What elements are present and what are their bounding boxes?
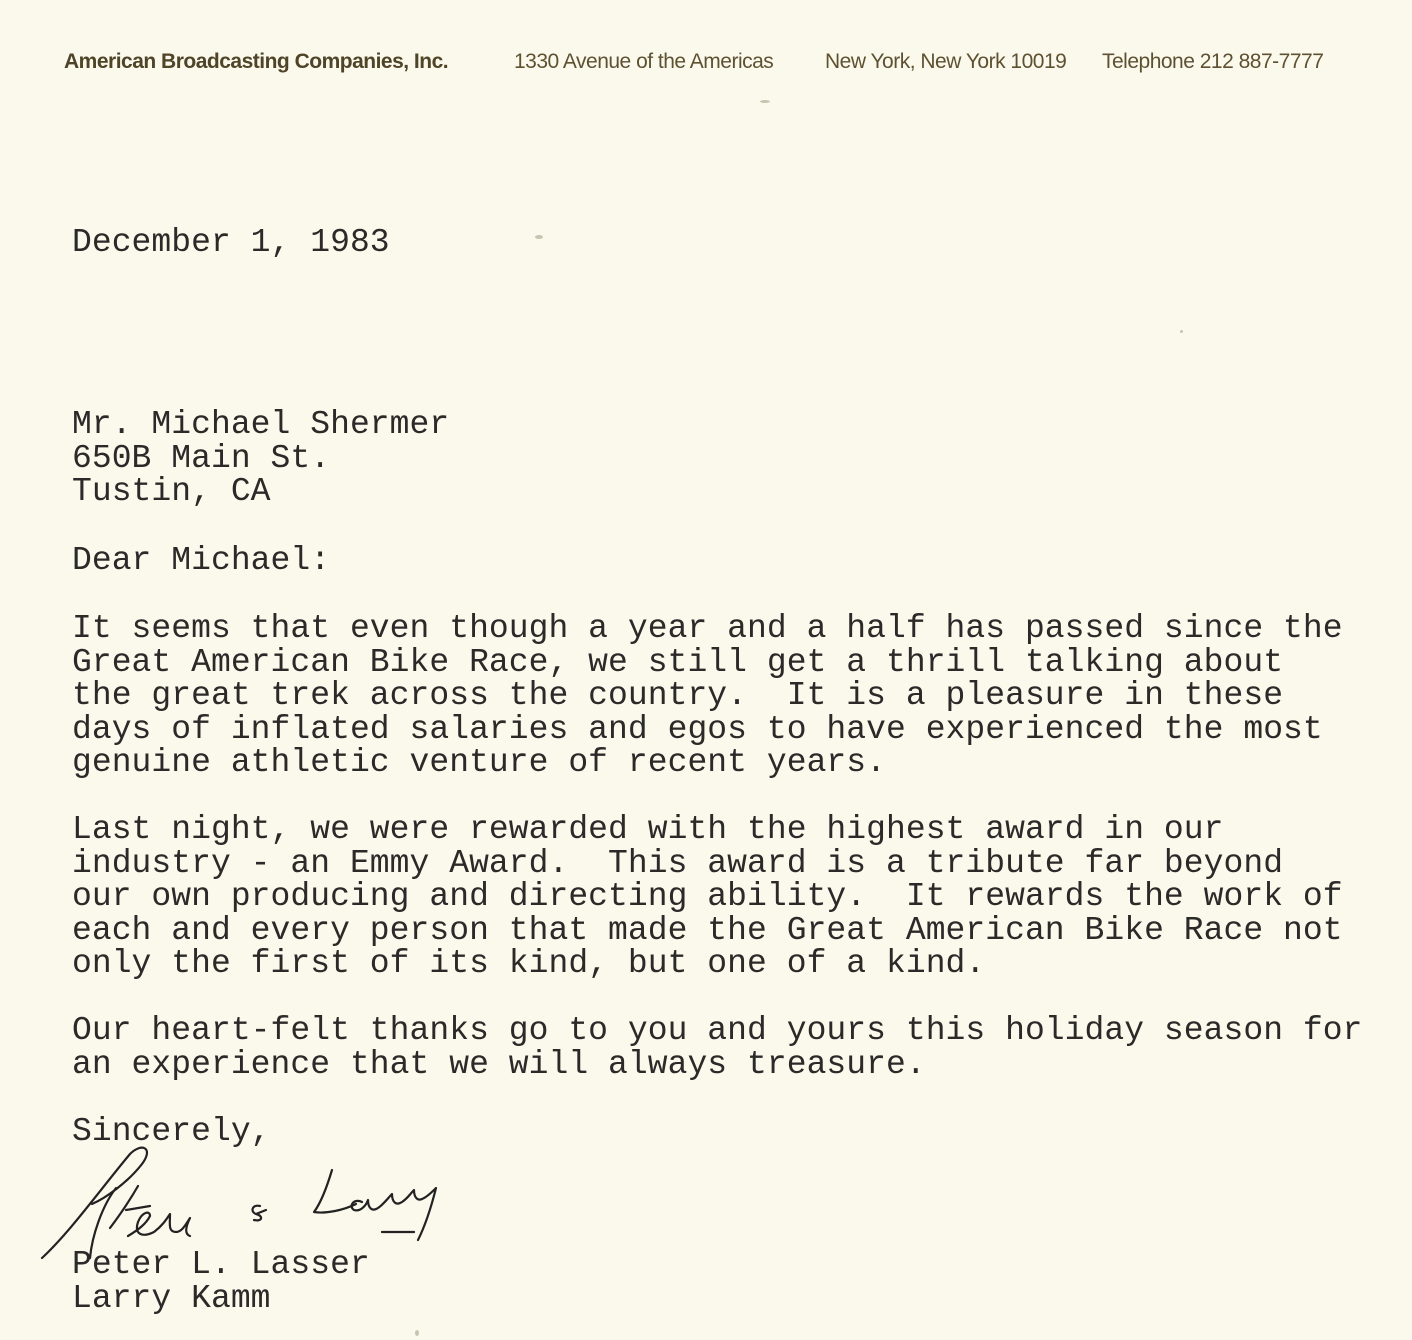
paragraph-line: only the first of its kind, but one of a kind. [72, 945, 986, 983]
closing: Sincerely, [72, 1113, 271, 1150]
letterhead [64, 50, 1364, 82]
recipient-line: 650B Main St. [72, 439, 331, 477]
paragraph-line: days of inflated salaries and egos to have experienced the most [72, 710, 1323, 748]
paper-speck [1180, 330, 1183, 333]
paragraph-line: Our heart-felt thanks go to you and yours this holiday season for [72, 1012, 1363, 1049]
paper-speck [415, 1330, 419, 1336]
paragraph-line: industry - an Emmy Award. This award is a tribute far beyond [72, 844, 1284, 882]
paragraph-1 [72, 612, 1343, 780]
paragraph-line: It seems that even though a year and a half has passed since the [72, 610, 1343, 647]
paragraph-line: Last night, we were rewarded with the highest award in our [72, 811, 1224, 848]
paragraph-line: an experience that we will always treasure. [72, 1045, 926, 1083]
paragraph-line: Great American Bike Race, we still get a thrill talking about [72, 643, 1284, 681]
paragraph-3 [72, 1014, 1362, 1081]
paper-speck [760, 100, 770, 103]
paragraph-line: genuine athletic venture of recent years. [72, 744, 886, 782]
paragraph-line: our own producing and directing ability. It rewards the work of [72, 878, 1343, 916]
letterhead-city: New York, New York 10019 [825, 50, 1067, 73]
letter-date: December 1, 1983 [72, 224, 390, 261]
letterhead-company: American Broadcasting Companies, Inc. [64, 50, 449, 73]
recipient-address [72, 408, 449, 509]
recipient-line: Tustin, CA [72, 473, 271, 511]
signer-name: Larry Kamm [72, 1279, 271, 1317]
salutation: Dear Michael: [72, 542, 331, 579]
letterhead-telephone: Telephone 212 887-7777 [1102, 50, 1324, 73]
letterhead-address: 1330 Avenue of the Americas [514, 50, 774, 73]
paragraph-2 [72, 813, 1343, 981]
paper-speck [535, 235, 543, 239]
recipient-line: Mr. Michael Shermer [72, 406, 450, 443]
signer-name: Peter L. Lasser [72, 1246, 370, 1283]
paragraph-line: the great trek across the country. It is a pleasure in these [72, 677, 1284, 715]
paragraph-line: each and every person that made the Great American Bike Race not [72, 911, 1343, 949]
signer-names [72, 1248, 370, 1315]
